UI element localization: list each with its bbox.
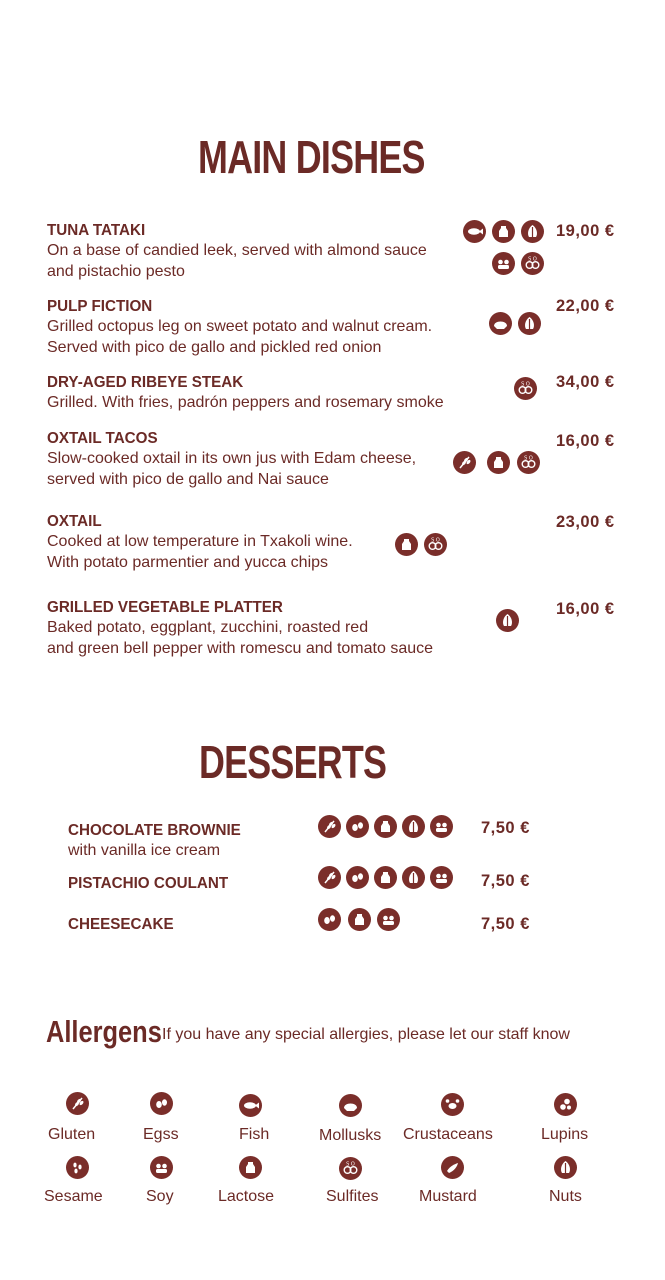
dish-desc-line1: Baked potato, eggplant, zucchini, roasted red bbox=[47, 619, 369, 636]
nuts-icon bbox=[402, 815, 425, 838]
sulfites-icon bbox=[517, 451, 540, 474]
allergen-label-sulfites: Sulfites bbox=[326, 1188, 379, 1205]
lupins-icon bbox=[554, 1093, 577, 1116]
mollusks-icon bbox=[339, 1094, 362, 1117]
lactose-icon bbox=[374, 815, 397, 838]
eggs-icon bbox=[150, 1092, 173, 1115]
dessert-name: CHOCOLATE BROWNIE bbox=[68, 822, 241, 839]
eggs-icon bbox=[346, 815, 369, 838]
dish-price: 34,00 € bbox=[556, 373, 615, 391]
svg-text:S O: S O bbox=[528, 256, 537, 263]
dessert-cheesecake bbox=[68, 916, 179, 934]
desserts-title: DESSERTS bbox=[199, 736, 387, 788]
lactose-icon bbox=[492, 220, 515, 243]
dish-dry-aged-ribeye bbox=[47, 374, 444, 413]
lactose-icon bbox=[239, 1156, 262, 1179]
allergen-label-lupins: Lupins bbox=[541, 1126, 589, 1143]
dish-name: GRILLED VEGETABLE PLATTER bbox=[47, 599, 283, 616]
dish-price: 16,00 € bbox=[556, 600, 615, 618]
allergen-label-soy: Soy bbox=[146, 1188, 174, 1205]
svg-text:S O: S O bbox=[346, 1161, 355, 1168]
dish-grilled-vegetable-platter bbox=[47, 599, 433, 659]
dish-price: 23,00 € bbox=[556, 513, 615, 531]
mollusks-icon bbox=[489, 312, 512, 335]
soy-icon bbox=[150, 1156, 173, 1179]
allergen-label-fish: Fish bbox=[239, 1126, 270, 1143]
dish-desc-line2: With potato parmentier and yucca chips bbox=[47, 554, 329, 571]
dessert-chocolate-brownie bbox=[68, 822, 250, 861]
allergen-label-lactose: Lactose bbox=[218, 1188, 275, 1205]
allergen-label-mollusks: Mollusks bbox=[319, 1127, 382, 1144]
lactose-icon bbox=[348, 908, 371, 931]
main-dishes-title: MAIN DISHES bbox=[198, 131, 425, 183]
allergens-title: Allergens bbox=[46, 1014, 162, 1049]
lactose-icon bbox=[487, 451, 510, 474]
soy-icon bbox=[377, 908, 400, 931]
nuts-icon bbox=[521, 220, 544, 243]
dessert-desc: with vanilla ice cream bbox=[68, 842, 221, 859]
dish-price: 16,00 € bbox=[556, 432, 615, 450]
dish-name: OXTAIL TACOS bbox=[47, 430, 158, 447]
sulfites-icon bbox=[424, 533, 447, 556]
svg-text:S O: S O bbox=[524, 455, 533, 462]
dish-price: 19,00 € bbox=[556, 222, 615, 240]
nuts-icon bbox=[402, 866, 425, 889]
soy-icon bbox=[430, 866, 453, 889]
sulfites-icon bbox=[521, 252, 544, 275]
eggs-icon bbox=[346, 866, 369, 889]
dessert-name: CHEESECAKE bbox=[68, 916, 174, 933]
dish-oxtail bbox=[47, 513, 353, 573]
dessert-name: PISTACHIO COULANT bbox=[68, 875, 229, 892]
gluten-icon bbox=[453, 451, 476, 474]
allergen-label-crustaceans: Crustaceans bbox=[403, 1126, 493, 1143]
dish-desc-line1: Grilled octopus leg on sweet potato and walnut cream. bbox=[47, 318, 433, 335]
nuts-icon bbox=[554, 1156, 577, 1179]
dish-desc-line2: and green bell pepper with romescu and tomato sauce bbox=[47, 640, 434, 657]
allergen-label-nuts: Nuts bbox=[549, 1188, 582, 1205]
nuts-icon bbox=[518, 312, 541, 335]
lactose-icon bbox=[395, 533, 418, 556]
gluten-icon bbox=[318, 866, 341, 889]
allergen-label-mustard: Mustard bbox=[419, 1188, 477, 1205]
soy-icon bbox=[492, 252, 515, 275]
dessert-price: 7,50 € bbox=[481, 915, 530, 933]
mustard-icon bbox=[441, 1156, 464, 1179]
svg-text:S O: S O bbox=[521, 381, 530, 388]
dessert-price: 7,50 € bbox=[481, 872, 530, 890]
gluten-icon bbox=[66, 1092, 89, 1115]
fish-icon bbox=[239, 1094, 262, 1117]
dessert-pistachio-coulant bbox=[68, 875, 237, 893]
dessert-price: 7,50 € bbox=[481, 819, 530, 837]
dish-oxtail-tacos bbox=[47, 430, 416, 490]
crustaceans-icon bbox=[441, 1093, 464, 1116]
dish-name: OXTAIL bbox=[47, 513, 102, 530]
sesame-icon bbox=[66, 1156, 89, 1179]
allergens-note: If you have any special allergies, please let our staff know bbox=[162, 1026, 570, 1043]
eggs-icon bbox=[318, 908, 341, 931]
dish-desc-line1: On a base of candied leek, served with almond sauce bbox=[47, 242, 427, 259]
dish-desc-line1: Grilled. With fries, padrón peppers and rosemary smoke bbox=[47, 394, 444, 411]
svg-text:S O: S O bbox=[431, 537, 440, 544]
dish-desc-line1: Cooked at low temperature in Txakoli wine. bbox=[47, 533, 353, 550]
dish-pulp-fiction bbox=[47, 298, 432, 358]
allergen-label-gluten: Gluten bbox=[48, 1126, 96, 1143]
gluten-icon bbox=[318, 815, 341, 838]
dish-name: TUNA TATAKI bbox=[47, 222, 146, 239]
dish-desc-line2: and pistachio pesto bbox=[47, 263, 185, 280]
soy-icon bbox=[430, 815, 453, 838]
dish-price: 22,00 € bbox=[556, 297, 615, 315]
dish-desc-line1: Slow-cooked oxtail in its own jus with Edam cheese, bbox=[47, 450, 417, 467]
dish-desc-line2: Served with pico de gallo and pickled red onion bbox=[47, 339, 382, 356]
nuts-icon bbox=[496, 609, 519, 632]
sulfites-icon bbox=[514, 377, 537, 400]
dish-name: DRY-AGED RIBEYE STEAK bbox=[47, 374, 244, 391]
sulfites-icon bbox=[339, 1157, 362, 1180]
allergen-label-sesame: Sesame bbox=[44, 1188, 103, 1205]
dish-desc-line2: served with pico de gallo and Nai sauce bbox=[47, 471, 329, 488]
allergen-label-eggs: Egss bbox=[143, 1126, 179, 1143]
dish-tuna-tataki bbox=[47, 222, 427, 282]
fish-icon bbox=[463, 220, 486, 243]
dish-name: PULP FICTION bbox=[47, 298, 153, 315]
lactose-icon bbox=[374, 866, 397, 889]
